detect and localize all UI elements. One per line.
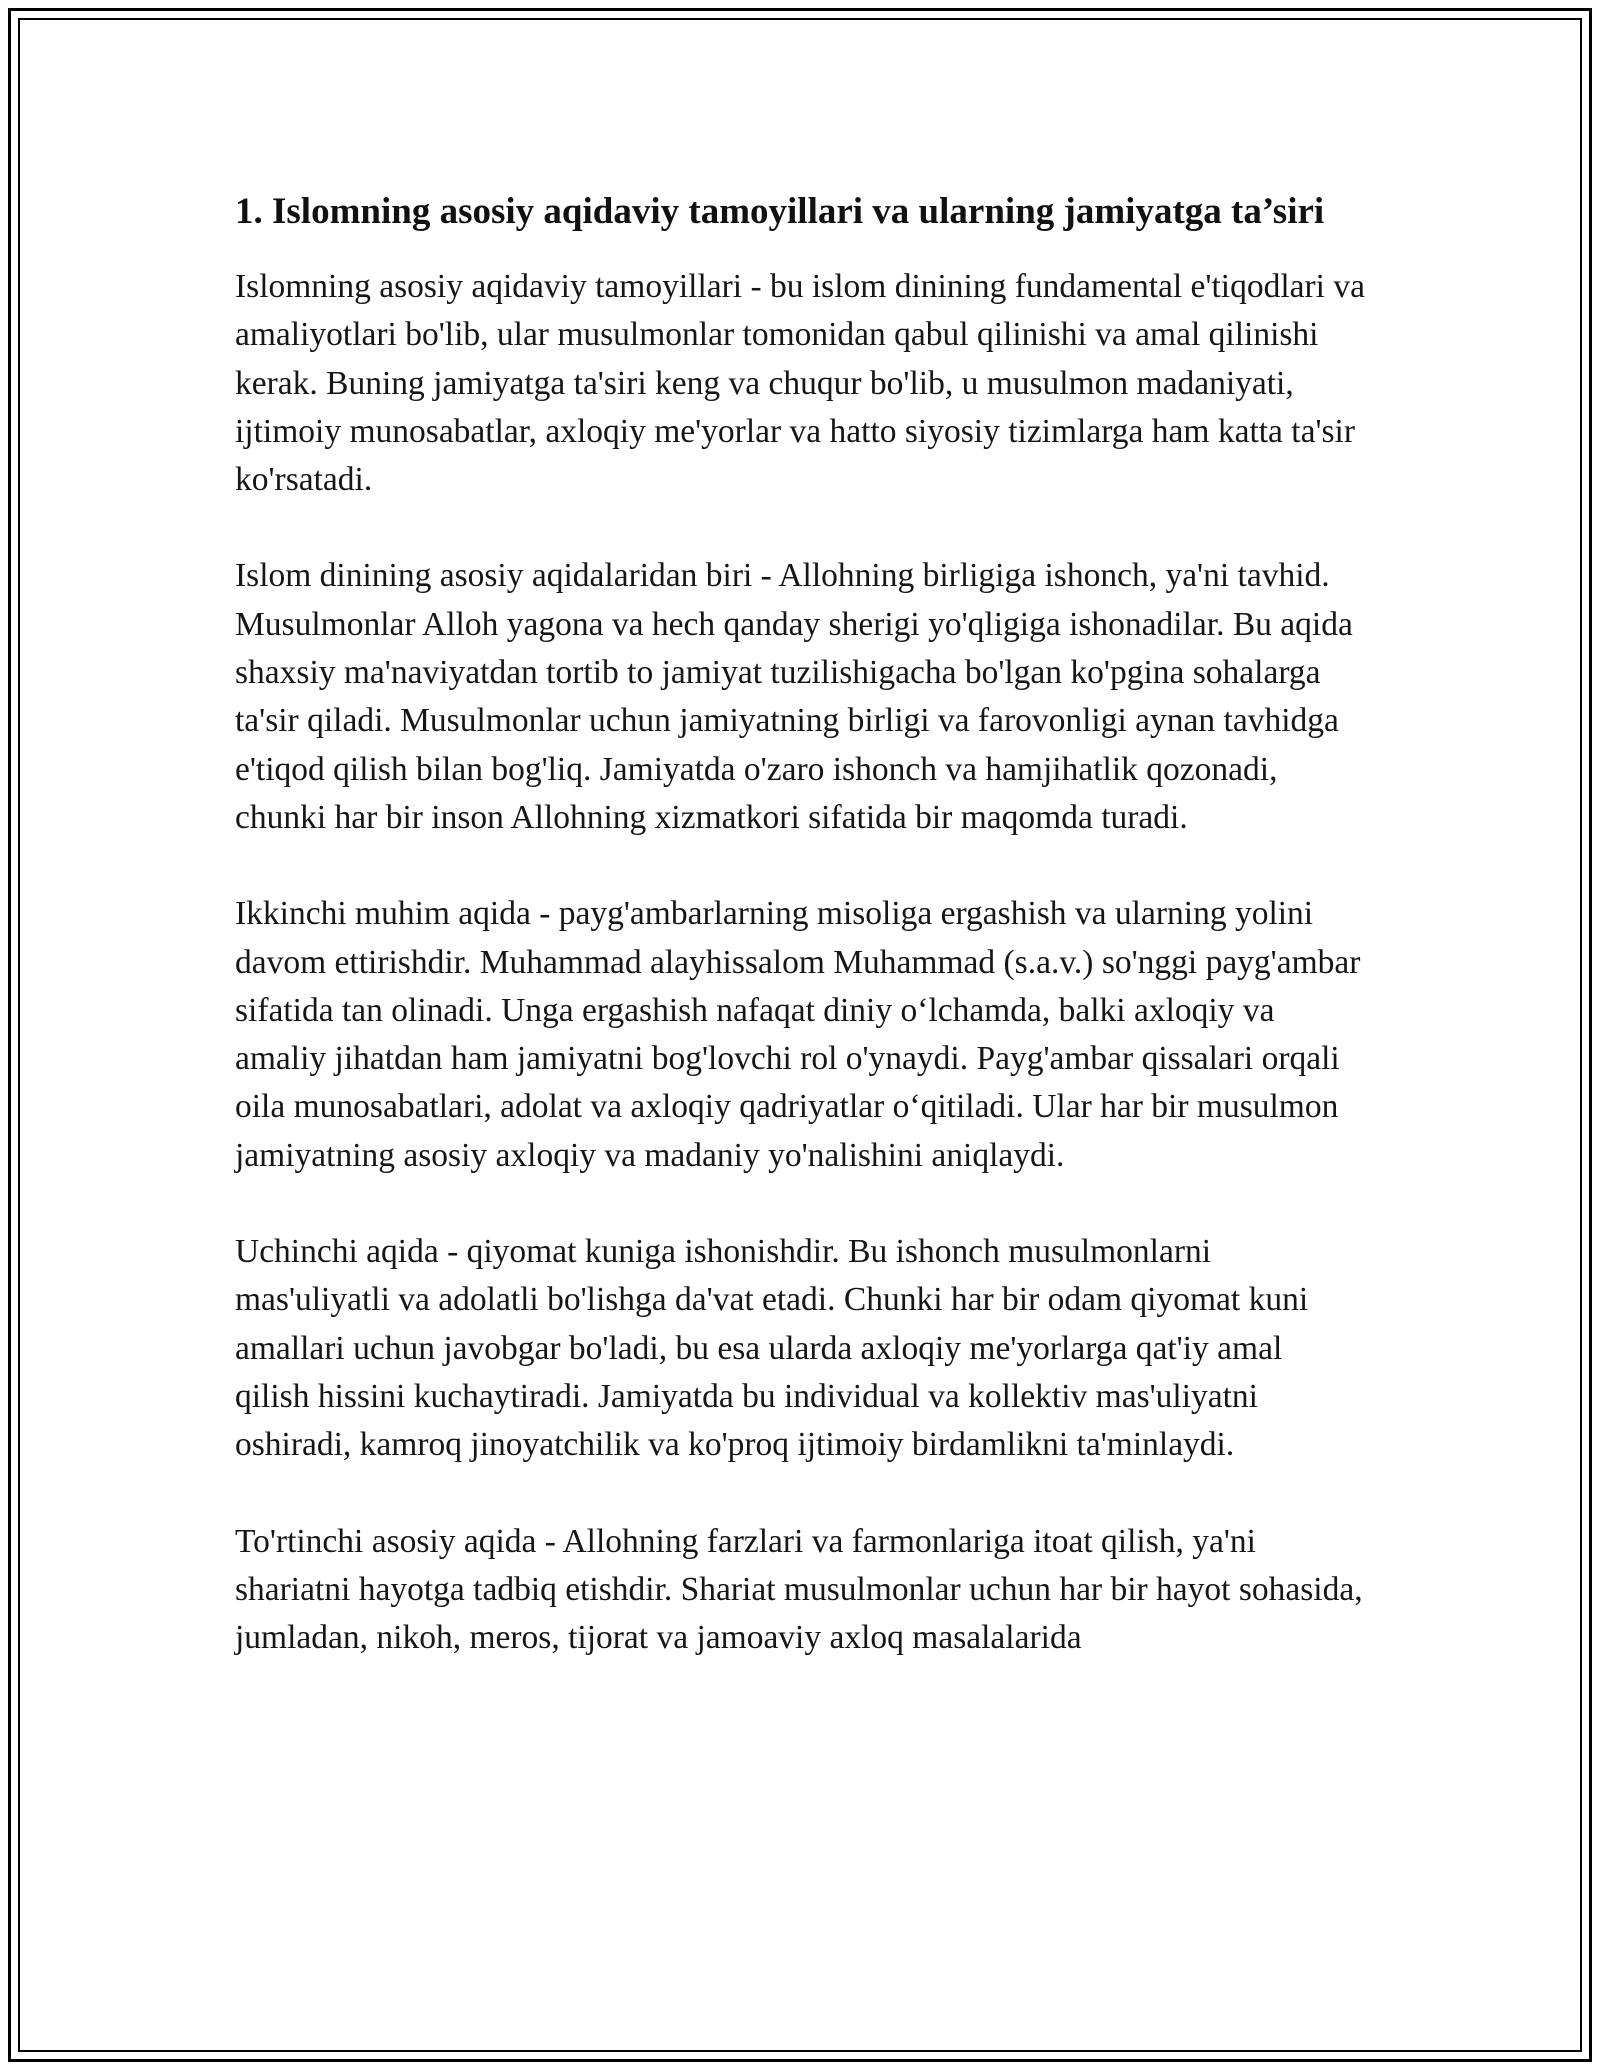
paragraph-tavhid: Islom dinining asosiy aqidalaridan biri - Allohning birligiga ishonch, ya'ni tavhid. Musulmonlar Alloh yagona va hech qanday sherigi yo'qligiga ishonadilar. Bu aqida shaxsiy ma'naviyatdan tortib to jamiyat tuzilishigacha bo'lgan ko'pgina sohalarga ta'sir qiladi. Musulmonlar uchun jamiyatning birligi va farovonligi aynan tavhidga e'tiqod qilish bilan bog'liq. Jamiyatda o'zaro ishonch va hamjihatlik qozonadi, chunki har bir inson Allohning xizmatkori sifatida bir maqomda turadi. — [235, 557, 1353, 836]
paragraph-sharia: To'rtinchi asosiy aqida - Allohning farzlari va farmonlariga itoat qilish, ya'ni shariatni hayotga tadbiq etishdir. Shariat musulmonlar uchun har bir hayot sohasida, jumladan, nikoh, meros, tijorat va jamoaviy axloq masalalarida — [235, 1522, 1363, 1657]
paragraph-intro: Islomning asosiy aqidaviy tamoyillari - bu islom dinining fundamental e'tiqodlari va amaliyotlari bo'lib, ular musulmonlar tomonidan qabul qilinishi va amal qilinishi kerak. Buning jamiyatga ta'siri keng va chuqur bo'lib, u musulmon madaniyati, ijtimoiy munosabatlar, axloqiy me'yorlar va hatto siyosiy tizimlarga ham katta ta'sir ko'rsatadi. — [235, 268, 1365, 499]
section-heading: 1. Islomning asosiy aqidaviy tamoyillari va ularning jamiyatga ta’siri — [235, 191, 1325, 232]
document-body — [235, 185, 1365, 1710]
paragraph-prophets: Ikkinchi muhim aqida - payg'ambarlarning misoliga ergashish va ularning yolini davom ettirishdir. Muhammad alayhissalom Muhammad (s.a.v.) so'nggi payg'ambar sifatida tan olinadi. Unga ergashish nafaqat diniy o‘lchamda, balki axloqiy va amaliy jihatdan ham jamiyatni bog'lovchi rol o'ynaydi. Payg'ambar qissalari orqali oila munosabatlari, adolat va axloqiy qadriyatlar o‘qitiladi. Ular har bir musulmon jamiyatning asosiy axloqiy va madaniy yo'nalishini aniqlaydi. — [235, 895, 1361, 1174]
paragraph-judgment-day: Uchinchi aqida - qiyomat kuniga ishonishdir. Bu ishonch musulmonlarni mas'uliyatli va adolatli bo'lishga da'vat etadi. Chunki har bir odam qiyomat kuni amallari uchun javobgar bo'ladi, bu esa ularda axloqiy me'yorlarga qat'iy amal qilish hissini kuchaytiradi. Jamiyatda bu individual va kollektiv mas'uliyatni oshiradi, kamroq jinoyatchilik va ko'proq ijtimoiy birdamlikni ta'minlaydi. — [235, 1233, 1309, 1464]
